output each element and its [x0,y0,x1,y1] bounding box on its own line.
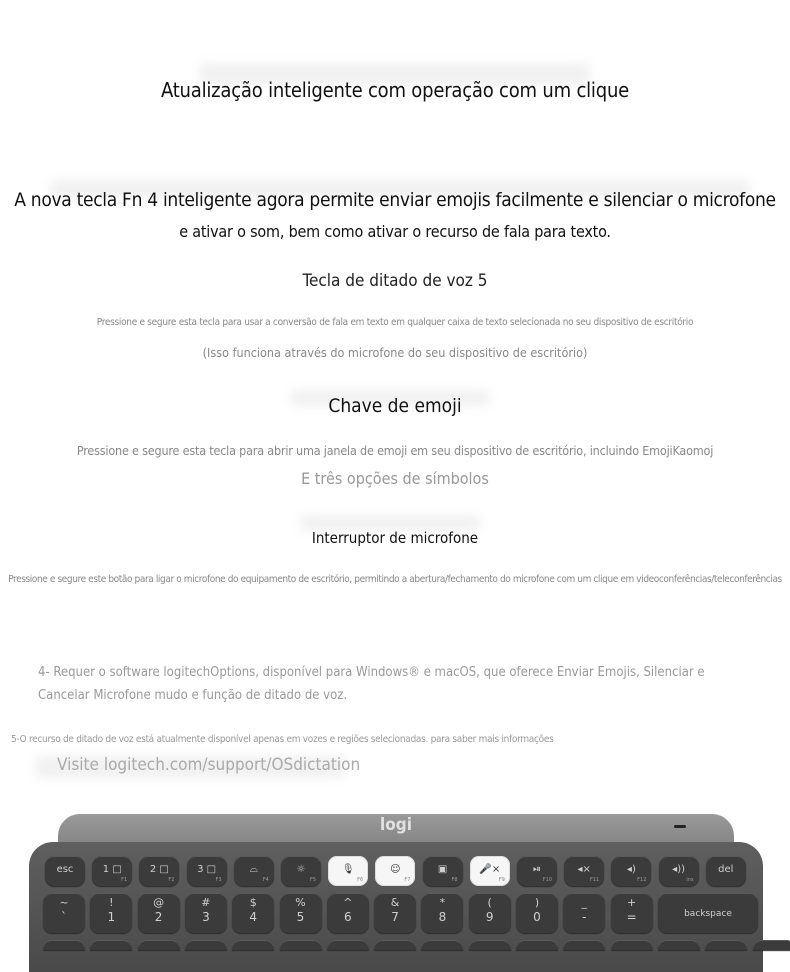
key-top-symbol: ( [469,896,511,909]
key-bottom-symbol: 3 [185,910,227,924]
key-sublabel: F2 [168,877,174,883]
key-sublabel: F6 [357,877,363,883]
key-volume-down [611,856,651,886]
key-sublabel: F7 [404,877,410,883]
footnote-5: 5-O recurso de ditado de voz está atualmente disponível apenas em vozes e regiões selecionadas. para saber mais informações [11,734,554,745]
key-bottom-symbol: 8 [421,910,463,924]
key-volume-up [659,856,699,886]
key-top-symbol: # [185,896,227,909]
key-number-6 [327,893,369,933]
key-number-2 [138,893,180,933]
emoji-title: Chave de emoji [0,395,790,417]
support-link[interactable]: Visite logitech.com/support/OSdictation [57,755,360,775]
key-sublabel: F4 [263,877,269,883]
key-number-3 [185,893,227,933]
key-sublabel: F1 [121,877,127,883]
key-f3 [187,856,227,886]
key-top-symbol: ! [90,896,132,909]
key-row-3 [658,940,700,950]
key-top-symbol: + [611,896,653,909]
fn-key-intro-line-1: A nova tecla Fn 4 inteligente agora permite enviar emojis facilmente e silenciar o microfone [0,189,790,211]
key-sublabel: F5 [310,877,316,883]
key-top-symbol: & [374,896,416,909]
key-glyph: ◂× [564,864,604,875]
key-top-symbol: ) [516,896,558,909]
key-mute [564,856,604,886]
key-dictation [328,856,368,886]
key-glyph: ⌓ [234,864,274,875]
key-row-3 [611,940,653,950]
key-sublabel: F9 [499,877,505,883]
key-sublabel: F8 [452,877,458,883]
key-play-pause [517,856,557,886]
dictation-title: Tecla de ditado de voz 5 [0,271,790,291]
key-f2 [139,856,179,886]
key-number-9 [469,893,511,933]
mic-title: Interruptor de microfone [0,529,790,547]
key-bottom-symbol: 6 [327,910,369,924]
key-number-5 [280,893,322,933]
key-glyph: ☺ [375,864,415,875]
key-glyph: 🎙 [328,864,368,875]
key-mic-mute [470,856,510,886]
key-number-7 [374,893,416,933]
key-number-1 [90,893,132,933]
key-sublabel: F12 [637,877,646,883]
key-row-3 [753,940,790,950]
key-glyph: ☼ [281,864,321,875]
key-row-3 [185,940,227,950]
key-row-3 [421,940,463,950]
key-glyph: ▣ [423,864,463,875]
key-top-symbol: @ [138,896,180,909]
key-bottom-symbol: = [611,910,653,924]
page-title: Atualização inteligente com operação com um clique [0,78,790,102]
key-row-3 [280,940,322,950]
key-row-3 [327,940,369,950]
key-row-3 [469,940,511,950]
key-bottom-symbol: 7 [374,910,416,924]
key-row-3 [232,940,274,950]
key-emoji [375,856,415,886]
key-bottom-symbol: 1 [90,910,132,924]
key-backspace [658,893,758,933]
footnote-4: 4- Requer o software logitechOptions, disponível para Windows® e macOS, que oferece Enviar Emojis, Silenciar e Cancelar Microfone mudo e função de ditado de voz. [38,661,738,707]
key-row-3 [563,940,605,950]
key-bottom-symbol: - [563,910,605,924]
key-esc [45,856,85,886]
key-top-symbol: $ [232,896,274,909]
key-row-3 [374,940,416,950]
key-sublabel: F10 [543,877,552,883]
key-f8 [423,856,463,886]
key-top-symbol: % [280,896,322,909]
key-bottom-symbol: 9 [469,910,511,924]
emoji-note: E três opções de símbolos [0,469,790,488]
keyboard-status-led [674,825,686,828]
key-number-12 [611,893,653,933]
key-del [706,856,746,886]
key-row-3 [705,940,747,950]
key-top-symbol: ~ [43,896,85,909]
key-number-10 [516,893,558,933]
key-row-3 [90,940,132,950]
logi-logo: logi [380,815,412,835]
key-glyph: backspace [658,909,758,919]
key-number-11 [563,893,605,933]
fn-key-intro-line-2: e ativar o som, bem como ativar o recurso de fala para texto. [0,222,790,241]
key-bottom-symbol: ` [43,910,85,924]
key-bottom-symbol: 2 [138,910,180,924]
key-row-3 [138,940,180,950]
key-glyph: ◂) [611,864,651,875]
key-bottom-symbol: 5 [280,910,322,924]
key-bottom-symbol: 4 [232,910,274,924]
key-glyph: 3 □ [187,864,227,875]
key-top-symbol: _ [563,896,605,909]
key-top-symbol: ^ [327,896,369,909]
key-bottom-symbol: 0 [516,910,558,924]
key-row-3 [516,940,558,950]
key-glyph: esc [45,864,85,875]
key-sublabel: ins [686,877,693,883]
key-glyph: ◂)) [659,864,699,875]
dictation-note: (Isso funciona através do microfone do seu dispositivo de escritório) [0,345,790,360]
key-top-symbol: * [421,896,463,909]
key-glyph: del [706,864,746,875]
key-glyph: 2 □ [139,864,179,875]
key-f1 [92,856,132,886]
key-sublabel: F11 [590,877,599,883]
key-glyph: ⏯ [517,864,557,875]
key-glyph: 🎤× [470,864,510,875]
key-glyph: 1 □ [92,864,132,875]
key-sublabel: F3 [216,877,222,883]
key-f5 [281,856,321,886]
key-number-0 [43,893,85,933]
key-row-3 [43,940,85,950]
key-f4 [234,856,274,886]
key-number-8 [421,893,463,933]
mic-description: Pressione e segure este botão para ligar o microfone do equipamento de escritório, permitindo a abertura/fechamento do microfone com um clique em videoconferências/teleconferências [0,574,790,585]
key-number-4 [232,893,274,933]
emoji-description: Pressione e segure esta tecla para abrir uma janela de emoji em seu dispositivo de escritório, incluindo EmojiKaomoj [0,443,790,458]
dictation-description: Pressione e segure esta tecla para usar a conversão de fala em texto em qualquer caixa de texto selecionada no seu dispositivo de escritório [0,317,790,328]
